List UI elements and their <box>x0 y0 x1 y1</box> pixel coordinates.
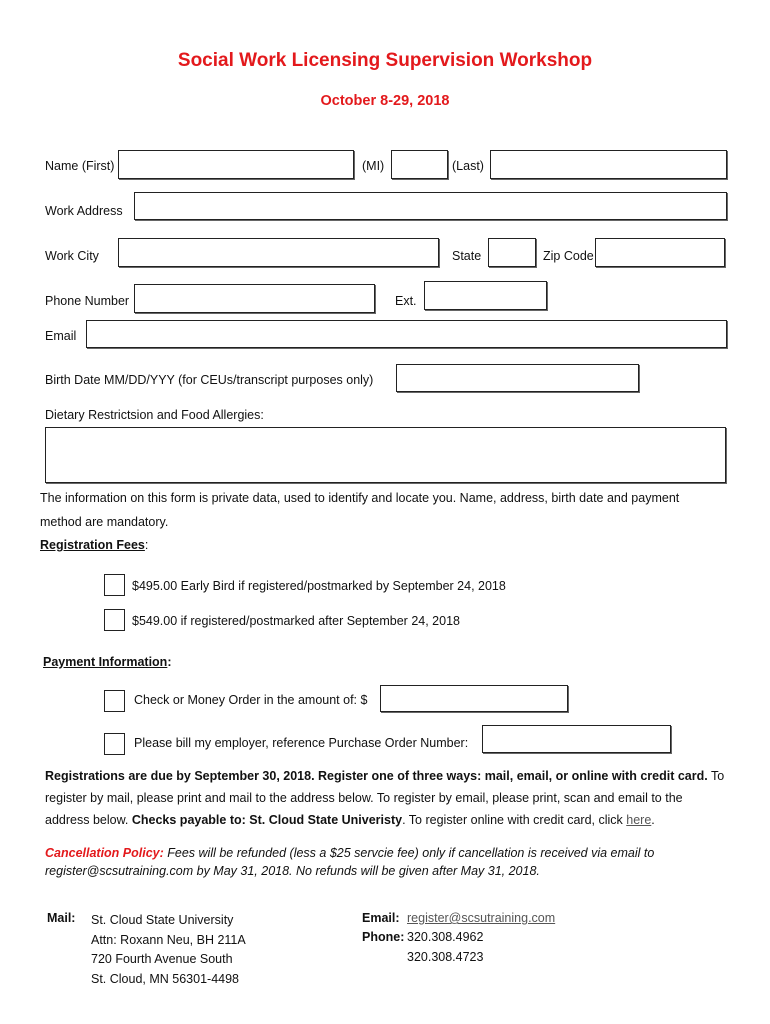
phone-number-field[interactable] <box>134 284 375 313</box>
address-line: St. Cloud, MN 56301-4498 <box>91 971 240 986</box>
cancellation-policy-label: Cancellation Policy: <box>45 846 164 860</box>
check-amount-field[interactable] <box>380 685 568 712</box>
work-city-field[interactable] <box>118 238 439 267</box>
mi-label: (MI) <box>362 159 385 173</box>
contact-phone-label: Phone: <box>362 930 405 944</box>
cancellation-policy-text: Fees will be refunded (less a $25 servcie fee) only if cancellation is received via email to register@scsutraining.com by May 31, 2018. No refunds will be given after May 31, 2018. <box>45 846 655 878</box>
dietary-restrictions-field[interactable] <box>45 427 726 483</box>
phone-ext-field[interactable] <box>424 281 547 310</box>
privacy-note-line-2: method are mandatory. <box>40 515 169 529</box>
phone-number-label: Phone Number <box>45 294 130 308</box>
work-address-label: Work Address <box>45 204 123 218</box>
cancellation-policy <box>45 845 735 880</box>
contact-email-link[interactable]: register@scsutraining.com <box>407 911 556 925</box>
address-line: 720 Fourth Avenue South <box>91 952 233 966</box>
contact-phone-1: 320.308.4962 <box>407 930 484 944</box>
work-address-field[interactable] <box>134 192 727 220</box>
registration-fees-heading: Registration Fees: <box>40 538 149 552</box>
birth-date-label: Birth Date MM/DD/YYY (for CEUs/transcript purposes only) <box>45 373 374 387</box>
zip-code-field[interactable] <box>595 238 725 267</box>
payment-information-heading: Payment Information: <box>43 655 172 669</box>
middle-initial-field[interactable] <box>391 150 448 179</box>
check-money-order-checkbox[interactable] <box>104 690 125 712</box>
bill-employer-label: Please bill my employer, reference Purchase Order Number: <box>134 736 469 750</box>
registration-instructions: Registrations are due by September 30, 2018. Register one of three ways: mail, email, or online with credit card. To register by mail, please print and mail to the address below. To register by email, please print, scan and email to the address below. Checks payable to: St. Cloud State Univeristy. To register online with credit card, click here. <box>45 769 725 827</box>
mail-label: Mail: <box>47 911 76 925</box>
purchase-order-field[interactable] <box>482 725 671 753</box>
dietary-label: Dietary Restrictsion and Food Allergies: <box>45 408 264 422</box>
last-name-label: (Last) <box>452 159 484 173</box>
birth-date-field[interactable] <box>396 364 639 392</box>
workshop-date: October 8-29, 2018 <box>320 93 450 109</box>
regular-fee-checkbox[interactable] <box>104 609 125 631</box>
bill-employer-checkbox[interactable] <box>104 733 125 755</box>
address-line: St. Cloud State University <box>91 913 234 927</box>
privacy-note-line-1: The information on this form is private data, used to identify and locate you. Name, address, birth date and payment <box>40 491 680 505</box>
contact-phone-2: 320.308.4723 <box>407 950 484 964</box>
regular-fee-label: $549.00 if registered/postmarked after September 24, 2018 <box>132 614 460 628</box>
address-line: Attn: Roxann Neu, BH 211A <box>91 932 246 947</box>
registration-deadline-text: Registrations are due by September 30, 2018. Register one of three ways: mail, email, or online with credit card. <box>45 769 708 783</box>
page-title: Social Work Licensing Supervision Workshop <box>177 50 593 71</box>
ext-label: Ext. <box>395 294 417 308</box>
last-name-field[interactable] <box>490 150 727 179</box>
contact-email-label: Email: <box>362 911 400 925</box>
email-label: Email <box>45 329 77 343</box>
register-online-link[interactable]: here <box>626 813 652 827</box>
first-name-field[interactable] <box>118 150 354 179</box>
mailing-address <box>91 911 246 989</box>
early-bird-fee-checkbox[interactable] <box>104 574 125 596</box>
state-label: State <box>452 249 482 263</box>
early-bird-fee-label: $495.00 Early Bird if registered/postmarked by September 24, 2018 <box>132 579 506 593</box>
checks-payable-text: Checks payable to: St. Cloud State Univeristy <box>131 813 403 827</box>
work-city-label: Work City <box>45 249 99 263</box>
name-first-label: Name (First) <box>45 159 115 173</box>
check-money-order-label: Check or Money Order in the amount of: $ <box>134 693 368 707</box>
privacy-note <box>40 486 740 534</box>
state-field[interactable] <box>488 238 536 267</box>
email-field[interactable] <box>86 320 727 348</box>
zip-code-label: Zip Code <box>543 249 594 263</box>
